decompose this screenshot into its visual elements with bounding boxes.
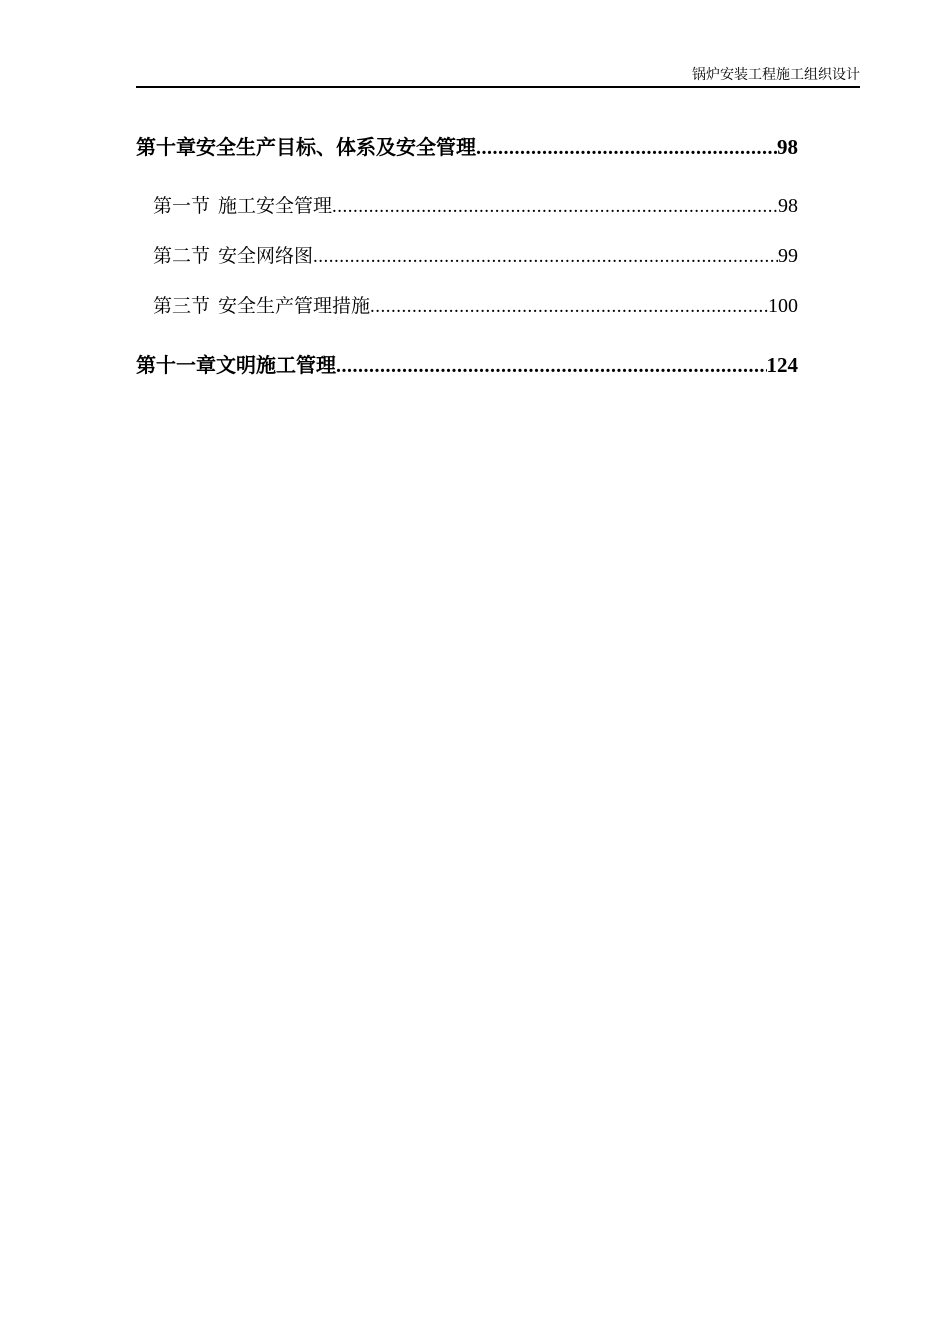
toc-dot-leader [476,135,777,161]
toc-dot-leader [370,294,768,320]
toc-dot-leader [336,353,767,379]
toc-entry-title: 安全生产目标、体系及安全管理 [196,135,476,159]
toc-entry-number: 第十章 [136,135,196,159]
toc-section-3[interactable] [136,293,798,320]
toc-section-1[interactable] [136,193,798,220]
toc-entry-page: 99 [778,245,798,267]
toc-section-2[interactable] [136,243,798,270]
toc-entry-title: 文明施工管理 [216,353,336,377]
table-of-contents [136,0,798,400]
toc-entry-title: 安全生产管理措施 [218,295,371,317]
toc-entry-number: 第十一章 [136,353,216,377]
toc-entry-page: 124 [766,353,798,377]
toc-chapter-11[interactable] [136,352,798,379]
header-document-title: 锅炉安装工程施工组织设计 [692,67,860,83]
toc-entry-title: 施工安全管理 [218,195,333,217]
toc-dot-leader [332,194,778,220]
toc-entry-number: 第三节 [153,295,211,317]
toc-entry-page: 98 [777,135,798,159]
toc-chapter-10[interactable] [136,134,798,161]
toc-entry-page: 98 [778,195,798,217]
toc-entry-number: 第一节 [153,195,211,217]
toc-dot-leader [313,244,778,270]
toc-entry-page: 100 [768,295,798,317]
toc-entry-title: 安全网络图 [218,245,314,267]
toc-entry-number: 第二节 [153,245,211,267]
